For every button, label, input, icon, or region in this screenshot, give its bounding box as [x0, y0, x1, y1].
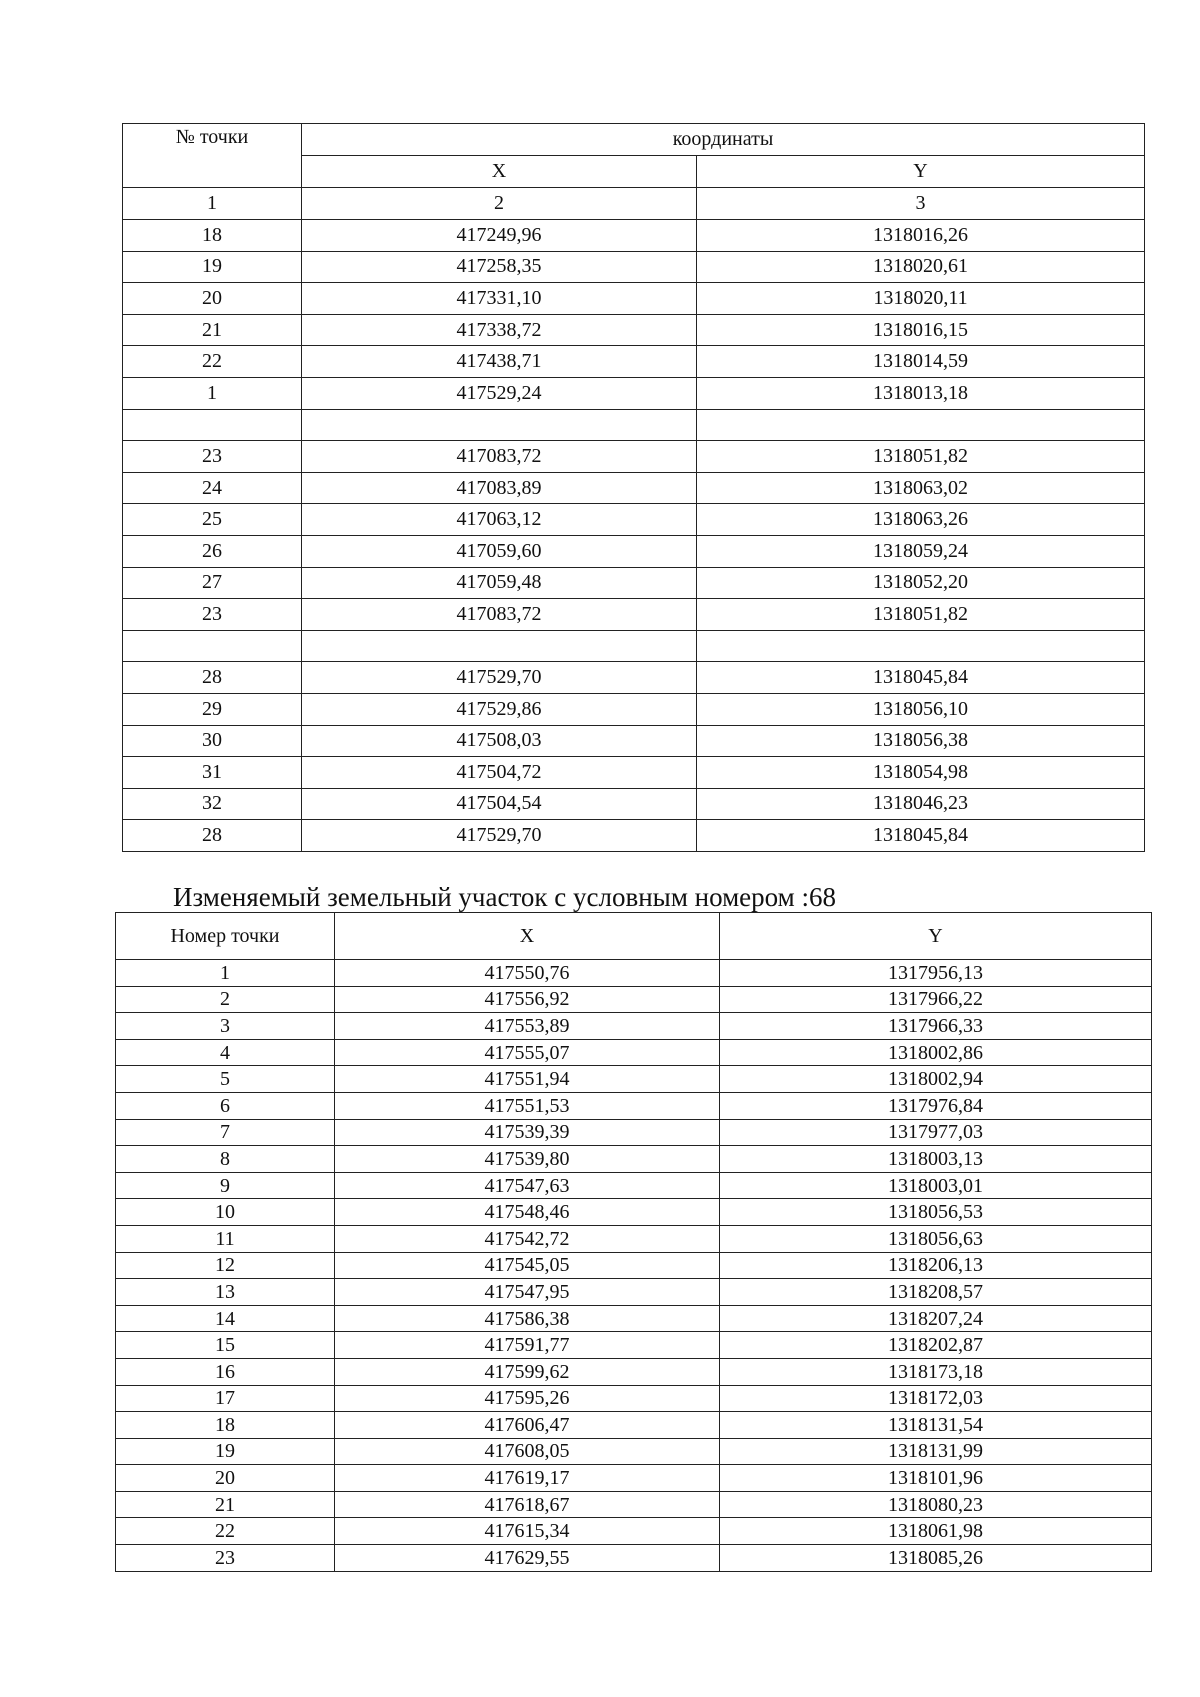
cell-x: 417059,48: [302, 567, 697, 599]
cell-point: 27: [123, 567, 302, 599]
cell-point: 11: [116, 1225, 335, 1252]
cell-x: 417586,38: [335, 1305, 720, 1332]
cell-x: 417618,67: [335, 1491, 720, 1518]
header-point-number: № точки: [123, 124, 302, 188]
cell-x: 417608,05: [335, 1438, 720, 1465]
table-row: [123, 567, 1145, 599]
cell-point: 18: [123, 220, 302, 252]
cell-point: 14: [116, 1305, 335, 1332]
cell-x: 417606,47: [335, 1412, 720, 1439]
cell-y: 1318052,20: [697, 567, 1145, 599]
coordinates-table-1: [122, 123, 1145, 852]
cell-y: 1317976,84: [720, 1092, 1152, 1119]
cell-point: 5: [116, 1066, 335, 1093]
header-x: X: [302, 156, 697, 188]
header-point-number: Номер точки: [116, 913, 335, 960]
cell-y: 1318016,15: [697, 314, 1145, 346]
cell-y: 1318056,10: [697, 693, 1145, 725]
cell-y: 1318080,23: [720, 1491, 1152, 1518]
cell-point: 19: [116, 1438, 335, 1465]
table2-body: [116, 960, 1152, 1572]
cell-y: 1317977,03: [720, 1119, 1152, 1146]
cell-point: 28: [123, 662, 302, 694]
header-coordinates: координаты: [302, 124, 1145, 156]
table1-body: [123, 220, 1145, 852]
table-row: [116, 1279, 1152, 1306]
cell-x: 417545,05: [335, 1252, 720, 1279]
cell-x: 417548,46: [335, 1199, 720, 1226]
cell-point: 1: [123, 377, 302, 409]
cell-x: 417556,92: [335, 986, 720, 1013]
cell-x: 417539,39: [335, 1119, 720, 1146]
cell-y: 1318173,18: [720, 1358, 1152, 1385]
cell-x: 417629,55: [335, 1545, 720, 1572]
cell-point: 29: [123, 693, 302, 725]
table-row: [116, 1252, 1152, 1279]
cell-x: 417551,94: [335, 1066, 720, 1093]
cell-x: 417591,77: [335, 1332, 720, 1359]
table-row: [116, 1172, 1152, 1199]
cell-y: 1318014,59: [697, 346, 1145, 378]
cell-point: 1: [116, 960, 335, 987]
cell-x: 417615,34: [335, 1518, 720, 1545]
cell-point: 3: [116, 1013, 335, 1040]
cell-x: 417504,72: [302, 757, 697, 789]
cell-x: 417529,70: [302, 662, 697, 694]
table-row: [116, 1013, 1152, 1040]
cell-y: 1318003,13: [720, 1146, 1152, 1173]
cell-y: 1318002,94: [720, 1066, 1152, 1093]
table-row: [123, 220, 1145, 252]
cell-x: 417249,96: [302, 220, 697, 252]
table-row: [123, 693, 1145, 725]
table-row: [123, 409, 1145, 441]
cell-point: 23: [123, 599, 302, 631]
cell-y: 1318202,87: [720, 1332, 1152, 1359]
cell-x: 417599,62: [335, 1358, 720, 1385]
cell-point: 4: [116, 1039, 335, 1066]
cell-point: 2: [116, 986, 335, 1013]
cell-point: 20: [116, 1465, 335, 1492]
cell-point: 7: [116, 1119, 335, 1146]
table-row: [116, 1305, 1152, 1332]
cell-y: 1318063,02: [697, 472, 1145, 504]
cell-x: 417547,95: [335, 1279, 720, 1306]
cell-x: 417555,07: [335, 1039, 720, 1066]
table-row: [123, 314, 1145, 346]
cell-point: 28: [123, 820, 302, 852]
cell-x: 417504,54: [302, 788, 697, 820]
table-row: [116, 1225, 1152, 1252]
column-number-3: 3: [697, 188, 1145, 220]
table-row: [116, 1332, 1152, 1359]
table-row: [116, 1385, 1152, 1412]
table-row: [116, 1412, 1152, 1439]
cell-point: 8: [116, 1146, 335, 1173]
table-row: [123, 757, 1145, 789]
table-row: [116, 1491, 1152, 1518]
cell-x: 417547,63: [335, 1172, 720, 1199]
cell-point: 25: [123, 504, 302, 536]
cell-point: 13: [116, 1279, 335, 1306]
column-number-2: 2: [302, 188, 697, 220]
cell-y: 1318045,84: [697, 662, 1145, 694]
table-row: [123, 441, 1145, 473]
cell-y: 1318016,26: [697, 220, 1145, 252]
cell-x: 417619,17: [335, 1465, 720, 1492]
table-row: [116, 1092, 1152, 1119]
cell-point: 31: [123, 757, 302, 789]
cell-x: 417508,03: [302, 725, 697, 757]
table-row: [123, 630, 1145, 662]
cell-x: [302, 630, 697, 662]
cell-point: 20: [123, 283, 302, 315]
cell-x: 417553,89: [335, 1013, 720, 1040]
cell-point: 15: [116, 1332, 335, 1359]
cell-y: 1318059,24: [697, 535, 1145, 567]
table-row: [123, 472, 1145, 504]
table-row: [123, 504, 1145, 536]
cell-point: 16: [116, 1358, 335, 1385]
header-y: Y: [720, 913, 1152, 960]
cell-x: 417542,72: [335, 1225, 720, 1252]
cell-point: 19: [123, 251, 302, 283]
cell-x: 417258,35: [302, 251, 697, 283]
table-row: [123, 820, 1145, 852]
cell-y: 1318101,96: [720, 1465, 1152, 1492]
cell-point: 6: [116, 1092, 335, 1119]
cell-x: 417529,70: [302, 820, 697, 852]
table-row: [123, 535, 1145, 567]
cell-y: 1318208,57: [720, 1279, 1152, 1306]
cell-point: 30: [123, 725, 302, 757]
table-row: [123, 788, 1145, 820]
cell-y: 1318054,98: [697, 757, 1145, 789]
cell-x: 417331,10: [302, 283, 697, 315]
cell-point: 12: [116, 1252, 335, 1279]
cell-y: 1318063,26: [697, 504, 1145, 536]
table-row: [116, 1066, 1152, 1093]
cell-y: 1317966,22: [720, 986, 1152, 1013]
cell-point: 10: [116, 1199, 335, 1226]
table-row: [116, 1199, 1152, 1226]
cell-x: [302, 409, 697, 441]
cell-y: 1318172,03: [720, 1385, 1152, 1412]
section-title: Изменяемый земельный участок с условным номером :68: [173, 882, 836, 912]
cell-y: 1318056,53: [720, 1199, 1152, 1226]
cell-x: 417059,60: [302, 535, 697, 567]
cell-y: 1318013,18: [697, 377, 1145, 409]
cell-point: 9: [116, 1172, 335, 1199]
cell-point: 23: [116, 1545, 335, 1572]
table-row: [123, 599, 1145, 631]
cell-y: 1318061,98: [720, 1518, 1152, 1545]
cell-point: 26: [123, 535, 302, 567]
coordinates-table-2: [115, 912, 1152, 1572]
cell-y: 1318056,38: [697, 725, 1145, 757]
cell-x: 417539,80: [335, 1146, 720, 1173]
cell-y: 1317966,33: [720, 1013, 1152, 1040]
cell-x: 417529,86: [302, 693, 697, 725]
cell-point: 24: [123, 472, 302, 504]
cell-point: 21: [116, 1491, 335, 1518]
cell-x: 417083,89: [302, 472, 697, 504]
table-row: [123, 377, 1145, 409]
cell-x: 417063,12: [302, 504, 697, 536]
cell-point: [123, 630, 302, 662]
cell-y: 1318085,26: [720, 1545, 1152, 1572]
column-number-1: 1: [123, 188, 302, 220]
cell-y: 1317956,13: [720, 960, 1152, 987]
header-x: X: [335, 913, 720, 960]
cell-point: 18: [116, 1412, 335, 1439]
table-row: [116, 1465, 1152, 1492]
table-row: [116, 1039, 1152, 1066]
cell-y: 1318051,82: [697, 441, 1145, 473]
cell-y: 1318131,54: [720, 1412, 1152, 1439]
cell-y: 1318020,11: [697, 283, 1145, 315]
cell-x: 417529,24: [302, 377, 697, 409]
cell-point: 22: [116, 1518, 335, 1545]
cell-x: 417550,76: [335, 960, 720, 987]
cell-y: 1318051,82: [697, 599, 1145, 631]
cell-point: 21: [123, 314, 302, 346]
header-y: Y: [697, 156, 1145, 188]
cell-y: 1318056,63: [720, 1225, 1152, 1252]
cell-x: 417338,72: [302, 314, 697, 346]
cell-y: 1318002,86: [720, 1039, 1152, 1066]
cell-y: [697, 409, 1145, 441]
table-row: [123, 283, 1145, 315]
cell-y: 1318206,13: [720, 1252, 1152, 1279]
cell-x: 417083,72: [302, 441, 697, 473]
cell-point: 17: [116, 1385, 335, 1412]
table-row: [116, 1119, 1152, 1146]
cell-y: 1318003,01: [720, 1172, 1152, 1199]
table-row: [116, 1146, 1152, 1173]
cell-point: [123, 409, 302, 441]
cell-point: 32: [123, 788, 302, 820]
table-row: [116, 960, 1152, 987]
table-row: [123, 346, 1145, 378]
cell-x: 417438,71: [302, 346, 697, 378]
table-row: [123, 725, 1145, 757]
table-row: [123, 251, 1145, 283]
cell-x: 417595,26: [335, 1385, 720, 1412]
cell-point: 23: [123, 441, 302, 473]
table-row: [116, 1358, 1152, 1385]
cell-y: 1318020,61: [697, 251, 1145, 283]
cell-x: 417083,72: [302, 599, 697, 631]
table-row: [123, 662, 1145, 694]
table-row: [116, 986, 1152, 1013]
cell-y: [697, 630, 1145, 662]
cell-y: 1318046,23: [697, 788, 1145, 820]
cell-point: 22: [123, 346, 302, 378]
cell-x: 417551,53: [335, 1092, 720, 1119]
table-row: [116, 1438, 1152, 1465]
table-row: [116, 1545, 1152, 1572]
cell-y: 1318045,84: [697, 820, 1145, 852]
cell-y: 1318207,24: [720, 1305, 1152, 1332]
cell-y: 1318131,99: [720, 1438, 1152, 1465]
table-row: [116, 1518, 1152, 1545]
